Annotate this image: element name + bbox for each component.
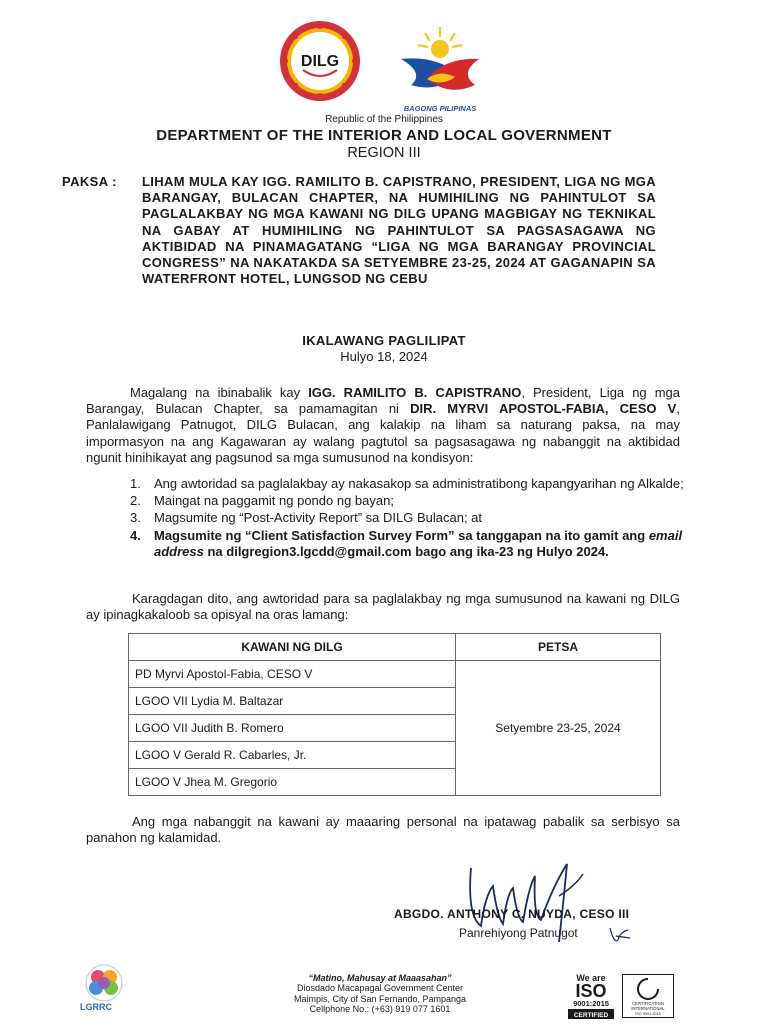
- lgrrc-text: LGRRC: [80, 1002, 112, 1012]
- footer-address-line-2: Maimpis, City of San Fernando, Pampanga: [293, 993, 467, 1004]
- iso-text: ISO: [575, 981, 607, 1001]
- list-text: Magsumite ng “Post-Activity Report” sa DILG Bulacan; at: [154, 510, 483, 526]
- personnel-cell: LGOO VII Lydia M. Baltazar: [129, 688, 456, 715]
- republic-line: Republic of the Philippines: [325, 114, 443, 125]
- cert-line-2: INTERNATIONAL: [631, 1006, 665, 1011]
- personnel-cell: PD Myrvi Apostol-Fabia, CESO V: [129, 661, 456, 688]
- conditions-list: [130, 476, 690, 561]
- table-row: [129, 661, 661, 688]
- footer-address: [240, 973, 520, 1014]
- handwritten-initial: [606, 924, 634, 948]
- list-text: Maingat na paggamit ng pondo ng bayan;: [154, 493, 394, 509]
- list-number: 3.: [130, 510, 141, 526]
- p1-text-c: , President, Liga ng mga Barangay, Bulacan Chapter, sa pamamagitan ni: [86, 385, 680, 417]
- personnel-cell: LGOO VII Judith B. Romero: [129, 715, 456, 742]
- list-text: Ang awtoridad sa paglalakbay ay nakasakop sa administratibong kapangyarihan ng Alkalde;: [154, 476, 684, 491]
- list-number: 1.: [130, 476, 141, 491]
- iso-certified: CERTIFIED: [573, 1012, 609, 1019]
- column-header-personnel: KAWANI NG DILG: [129, 634, 456, 661]
- header-logos: [0, 18, 768, 113]
- body-paragraph-3: Ang mga nabanggit na kawani ay maaaring personal na ipatawag pabalik sa serbisyo sa panahon ng kalamidad.: [86, 814, 680, 846]
- cond4-text-c: na dilgregion3.lgcdd@gmail.com bago ang ika-23 ng Hulyo 2024.: [203, 543, 609, 559]
- table-header-row: [129, 634, 661, 661]
- p1-director: DIR. MYRVI APOSTOL-FABIA, CESO V: [410, 401, 677, 417]
- list-number: 2.: [130, 493, 141, 509]
- list-item: [130, 476, 690, 492]
- signatory-title: Panrehiyong Patnugot: [459, 926, 578, 940]
- personnel-cell: LGOO V Jhea M. Gregorio: [129, 769, 456, 796]
- p1-text-e: , Panlalawigang Patnugot, DILG Bulacan, ang kalakip na liham sa naturang paksa, na may impormasyon na ang Kagawaran ay walang pagtutol sa pagsasagawa ng nabanggit na aktibidad ngunit hinihikayat ang pagsunod sa mga sumusunod na kondisyon:: [86, 401, 680, 465]
- footer-motto: “Matino, Mahusay at Maaasahan”: [308, 973, 452, 983]
- bagong-pilipinas-logo: [397, 23, 483, 115]
- signatory-name: ABGDO. ANTHONY C. NUYDA, CESO III: [394, 907, 630, 921]
- date-cell: Setyembre 23-25, 2024: [456, 661, 661, 796]
- list-item: [130, 528, 690, 560]
- cert-line-1: CERTIFICATION: [632, 1001, 664, 1006]
- list-text: [154, 528, 690, 560]
- personnel-table: [128, 633, 661, 796]
- indorsement-title: IKALAWANG PAGLILIPAT: [302, 333, 466, 348]
- iso-we-are: We are: [576, 973, 606, 983]
- department-name: DEPARTMENT OF THE INTERIOR AND LOCAL GOVERNMENT: [156, 127, 612, 144]
- list-number: 4.: [130, 527, 141, 543]
- dilg-seal-logo: [279, 20, 361, 102]
- indorsement-block: [0, 333, 768, 365]
- list-item: [130, 493, 690, 509]
- column-header-date: PETSA: [456, 634, 661, 661]
- list-item: [130, 510, 690, 526]
- body-paragraph-2: Karagdagan dito, ang awtoridad para sa paglalakbay ng mga sumusunod na kawani ng DILG ay ipinagkakaloob sa opisyal na oras lamang:: [86, 591, 680, 623]
- cond4-text-a: Magsumite ng “Client Satisfaction Survey Form” sa tanggapan na ito gamit ang: [154, 527, 649, 543]
- body-paragraph-1: [86, 385, 680, 466]
- iso-standard: 9001:2015: [573, 999, 609, 1008]
- personnel-cell: LGOO V Gerald R. Cabarles, Jr.: [129, 742, 456, 769]
- p1-addressee: IGG. RAMILITO B. CAPISTRANO: [308, 385, 522, 400]
- footer-phone: Cellphone No.: (+63) 919 077 1601: [309, 1003, 451, 1014]
- bagong-pilipinas-text: BAGONG PILIPINAS: [403, 104, 477, 113]
- iso-certified-badge: [566, 972, 616, 1020]
- certification-international-badge: [622, 974, 674, 1018]
- cert-line-3: ISO 9001:2015: [635, 1012, 661, 1016]
- footer-address-line-1: Diosdado Macapagal Government Center: [296, 983, 464, 994]
- letterhead: [0, 114, 768, 162]
- seal-text: DILG: [300, 53, 340, 70]
- p1-text-a: Magalang na ibinabalik kay: [130, 385, 309, 400]
- subject-label: PAKSA :: [62, 174, 117, 189]
- region-name: REGION III: [347, 145, 421, 161]
- cond4-email-label: email address: [154, 527, 683, 559]
- subject-text: LIHAM MULA KAY IGG. RAMILITO B. CAPISTRANO, PRESIDENT, LIGA NG MGA BARANGAY, BULACAN CHAPTER, NA HUMIHILING NG PAHINTULOT SA PAGLALAKBAY NG MGA KAWANI NG DILG UPANG MAGBIGAY NG TEKNIKAL NA GABAY AT HUMIHILING NG PAHINTULOT SA PAGSASAGAWA NG AKTIBIDAD NA PINAMAGATANG “LIGA NG MGA BARANGAY PROVINCIAL CONGRESS” NA NAKATAKDA SA SETYEMBRE 23-25, 2024 AT GAGANAPIN SA WATERFRONT HOTEL, LUNGSOD NG CEBU: [142, 174, 656, 287]
- indorsement-date: Hulyo 18, 2024: [340, 349, 428, 364]
